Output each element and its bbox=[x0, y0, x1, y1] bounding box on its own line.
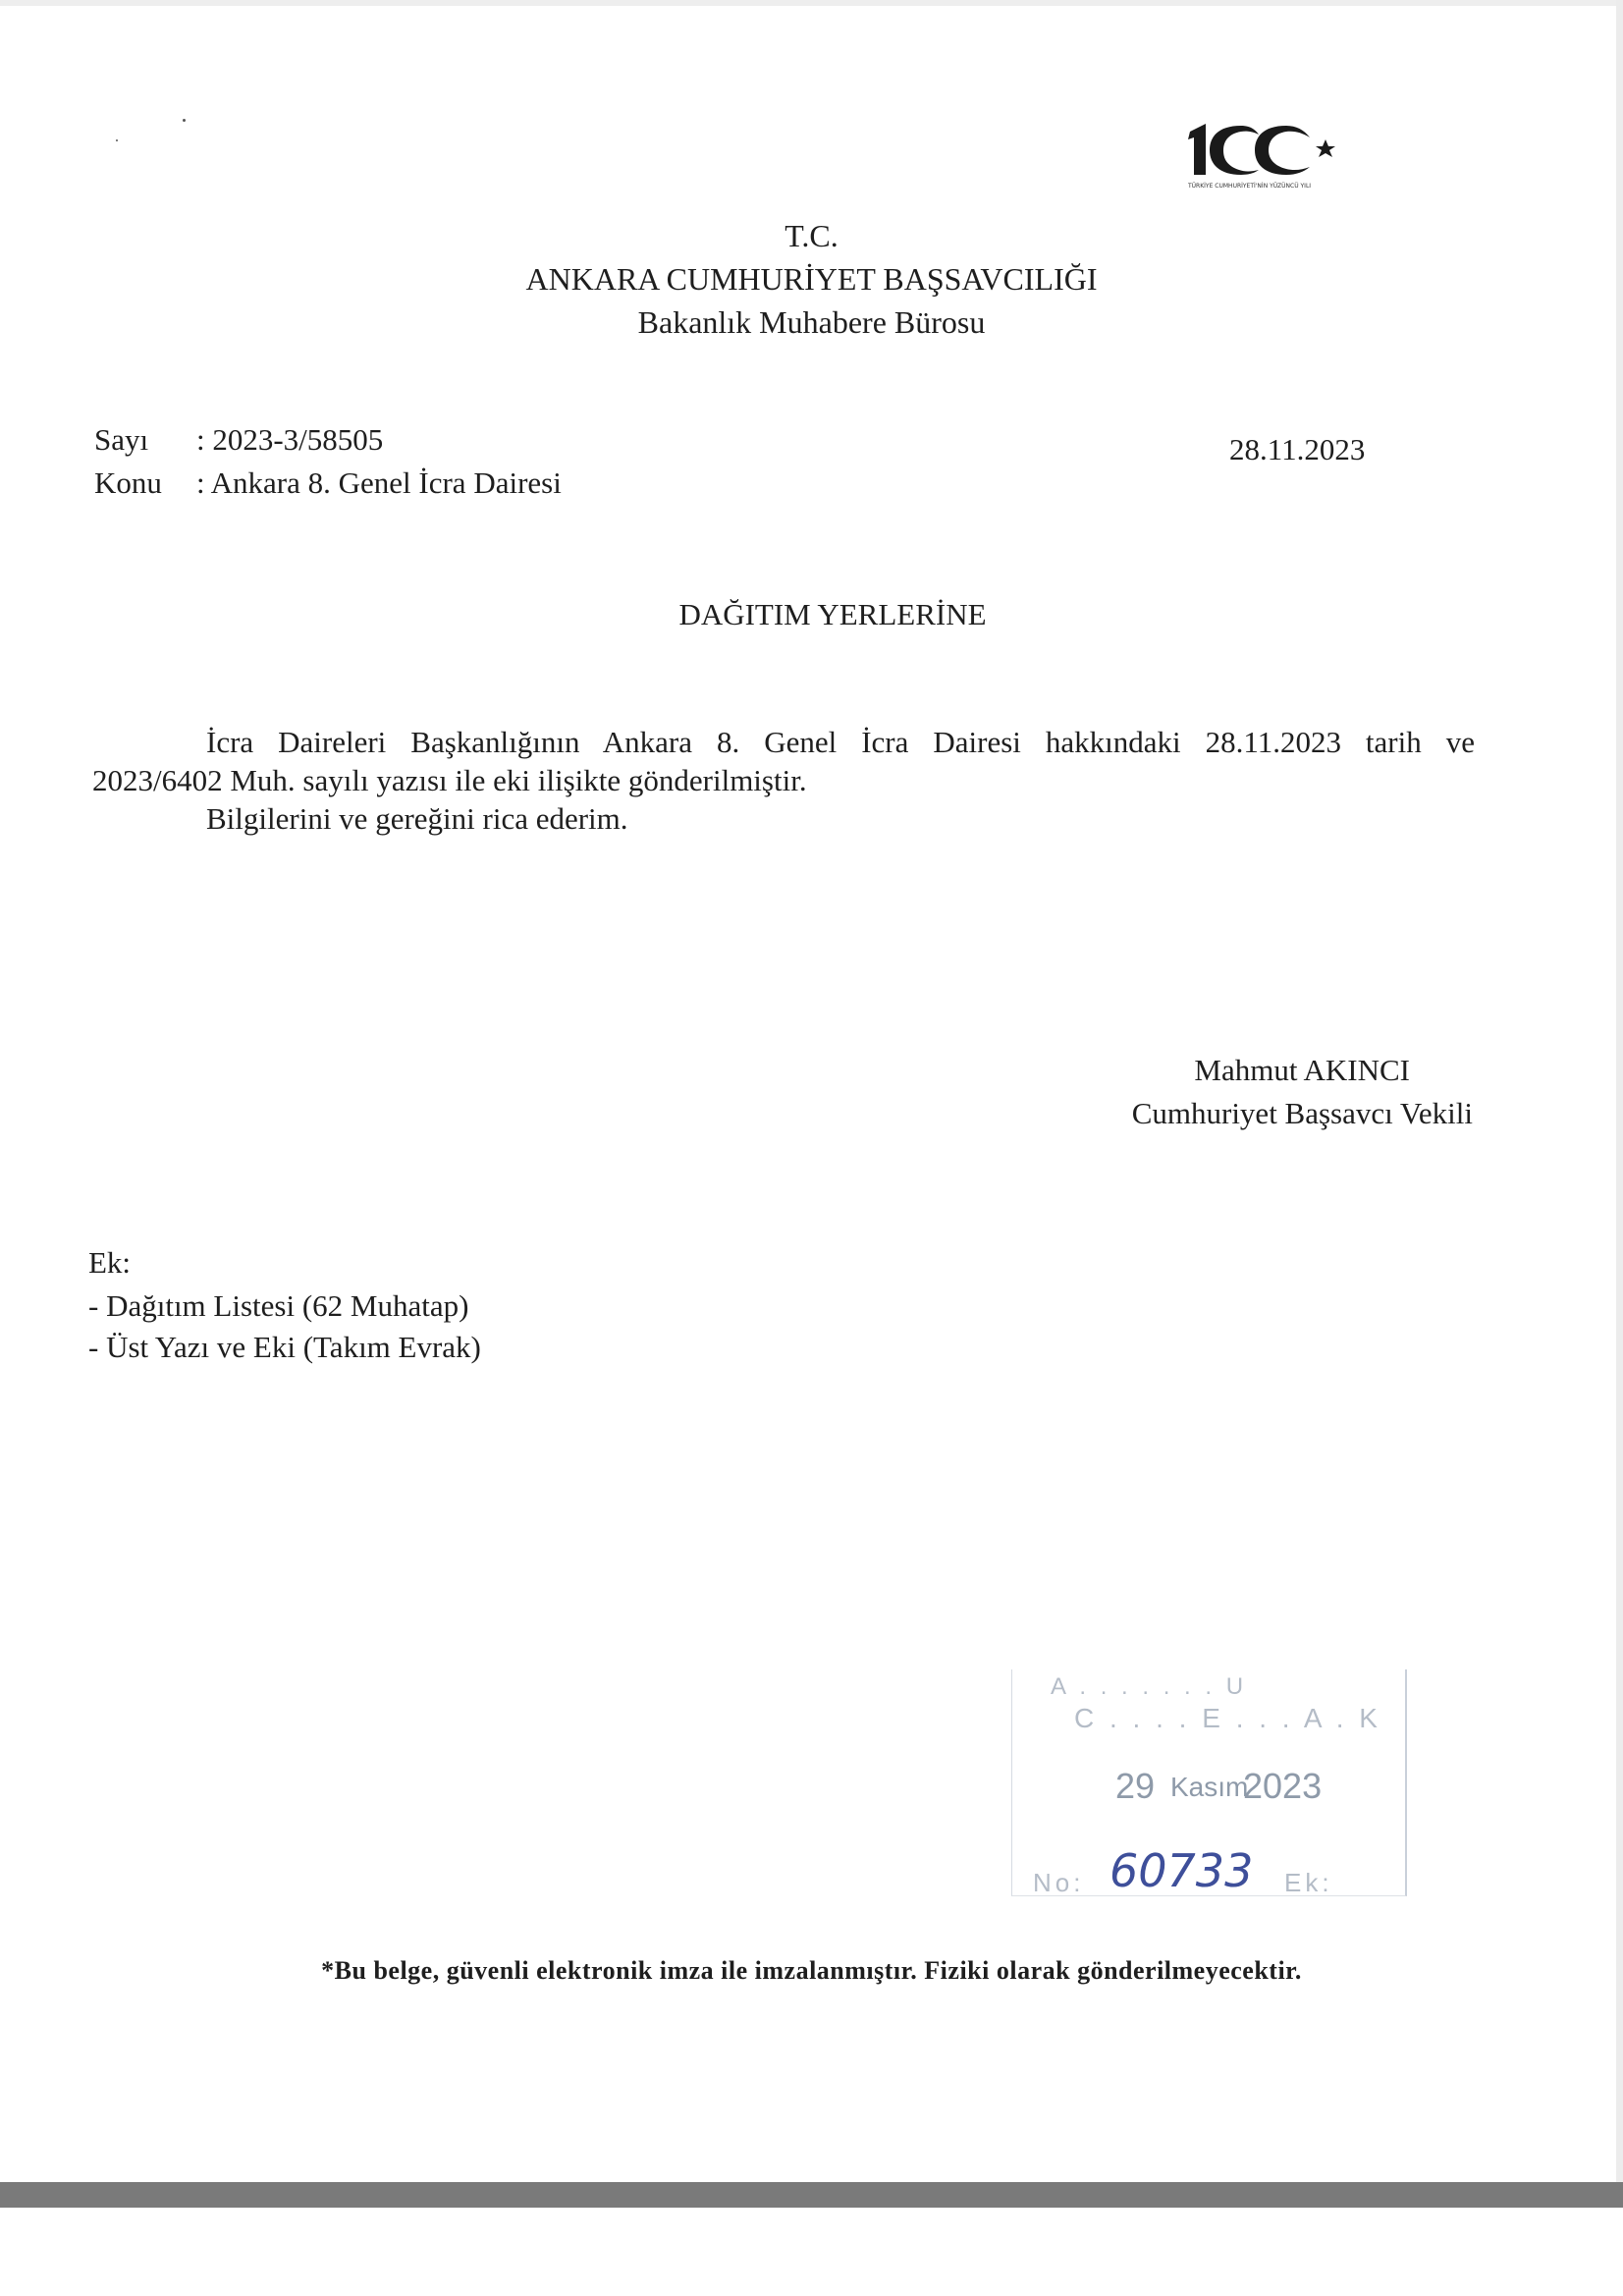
e-signature-notice: *Bu belge, güvenli elektronik imza ile imzalanmıştır. Fiziki olarak gönderilmeyecektir. bbox=[321, 1956, 1302, 1985]
scan-speck bbox=[116, 139, 118, 141]
header-institution: ANKARA CUMHURİYET BAŞSAVCILIĞI bbox=[525, 261, 1098, 297]
scan-edge-top bbox=[0, 0, 1623, 6]
signatory-title: Cumhuriyet Başsavcı Vekili bbox=[1131, 1096, 1473, 1130]
signatory-name: Mahmut AKINCI bbox=[1194, 1053, 1410, 1087]
stamp-no-label: No: bbox=[1033, 1868, 1085, 1897]
stamp-faint-line: C . . . . E . . . A . K bbox=[1074, 1703, 1381, 1733]
stamp-faint-line: A . . . . . . . U bbox=[1051, 1673, 1248, 1700]
recipient-heading: DAĞITIM YERLERİNE bbox=[678, 597, 987, 631]
stamp-number: 60733 bbox=[1109, 1844, 1254, 1897]
scan-bottom-band bbox=[0, 2182, 1623, 2208]
konu-value: : Ankara 8. Genel İcra Dairesi bbox=[196, 465, 562, 500]
sayi-label: Sayı bbox=[94, 422, 149, 457]
attachments-label: Ek: bbox=[88, 1245, 132, 1280]
document-date: 28.11.2023 bbox=[1229, 432, 1366, 466]
stamp-ek-label: Ek: bbox=[1284, 1868, 1333, 1897]
body-line-3: Bilgilerini ve gereğini rica ederim. bbox=[206, 801, 628, 837]
konu-label: Konu bbox=[94, 465, 162, 500]
stamp-year: 2023 bbox=[1243, 1766, 1323, 1806]
sayi-value: : 2023-3/58505 bbox=[196, 422, 384, 457]
attachment-item: - Dağıtım Listesi (62 Muhatap) bbox=[88, 1288, 469, 1323]
turkiye-100-yil-logo-icon bbox=[1184, 116, 1380, 191]
attachment-item: - Üst Yazı ve Eki (Takım Evrak) bbox=[88, 1330, 481, 1364]
letter-body bbox=[92, 723, 1475, 838]
body-line-2: 2023/6402 Muh. sayılı yazısı ile eki ilişikte gönderilmiştir. bbox=[92, 763, 807, 798]
stamp-month: Kasım bbox=[1170, 1772, 1249, 1802]
logo-caption: TÜRKİYE CUMHURİYETİ'NİN YÜZÜNCÜ YILI bbox=[1188, 183, 1312, 190]
scan-speck bbox=[183, 119, 186, 122]
incoming-document-stamp bbox=[1011, 1669, 1404, 1905]
header-department: Bakanlık Muhabere Bürosu bbox=[637, 304, 986, 340]
turkiye-100-yil-logo bbox=[1184, 116, 1380, 191]
stamp-day: 29 bbox=[1115, 1766, 1156, 1806]
header-tc: T.C. bbox=[784, 218, 839, 253]
body-line-1: İcra Daireleri Başkanlığının Ankara 8. Genel İcra Dairesi hakkındaki 28.11.2023 tarih ve bbox=[206, 725, 1475, 759]
